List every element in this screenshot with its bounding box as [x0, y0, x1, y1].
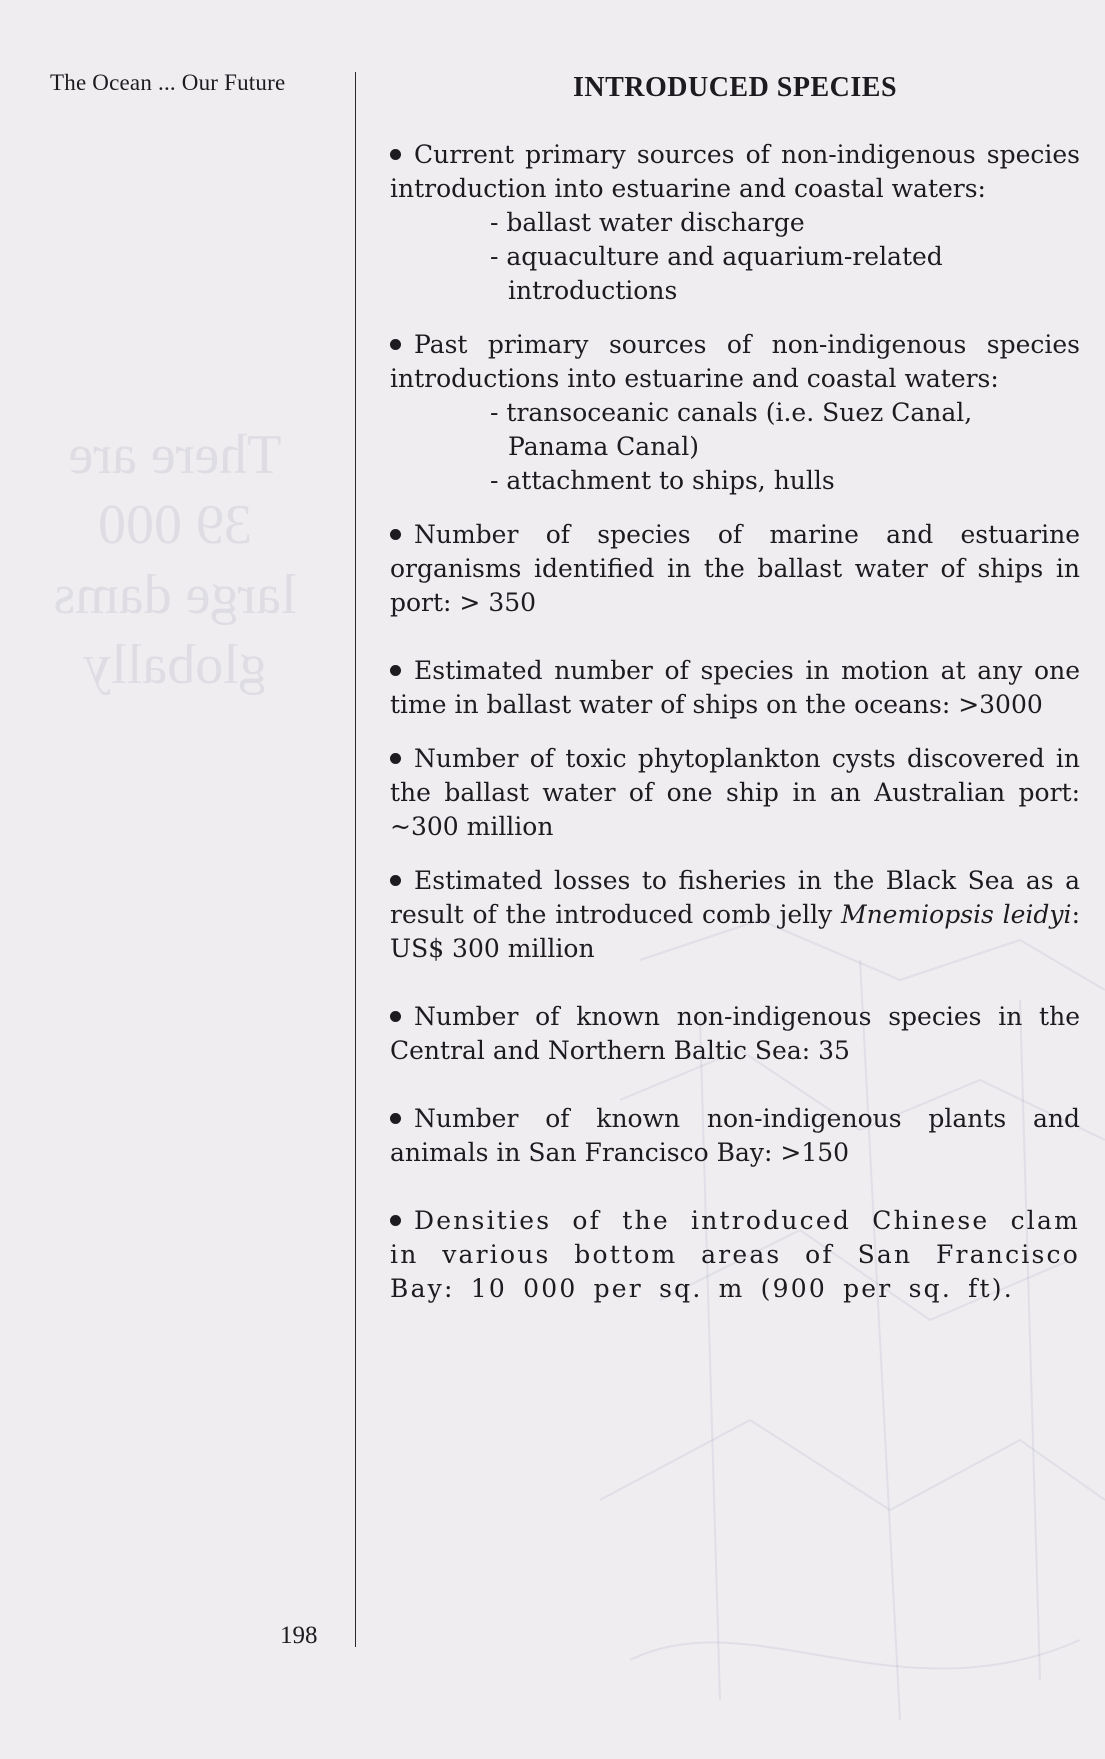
- bullet-icon: [390, 665, 401, 676]
- column-divider: [355, 72, 356, 1647]
- fact-text: Number of species of marine and estuarine organisms identified in the ballast water of ships in port: > 350: [390, 520, 1080, 617]
- bullet-icon: [390, 875, 401, 886]
- fact-item: [390, 864, 1080, 966]
- fact-item: [390, 654, 1080, 722]
- sub-item: - ballast water discharge: [490, 208, 805, 237]
- bullet-icon: [390, 149, 401, 160]
- fact-text: Densities of the introduced Chinese clam in various bottom areas of San Francisco Bay: 10 000 per sq. m (900 per sq. ft).: [390, 1206, 1080, 1303]
- fact-text: Past primary sources of non-indigenous species introductions into estuarine and coastal waters:: [390, 330, 1080, 393]
- fact-text: Estimated number of species in motion at any one time in ballast water of ships on the oceans: >3000: [390, 656, 1080, 719]
- fact-text: Current primary sources of non-indigenous species introduction into estuarine and coastal waters:: [390, 140, 1080, 203]
- bullet-icon: [390, 1113, 401, 1124]
- fact-text: : US$ 300 million: [390, 900, 1080, 963]
- fact-text: Number of known non-indigenous plants and animals in San Francisco Bay: >150: [390, 1104, 1080, 1167]
- fact-item: [390, 1102, 1080, 1170]
- sub-item: - aquaculture and aquarium-related introductions: [490, 242, 943, 305]
- species-name: Mnemiopsis leidyi: [840, 900, 1072, 929]
- fact-text: Number of toxic phytoplankton cysts discovered in the ballast water of one ship in an Australian port: ~300 million: [390, 744, 1080, 841]
- bullet-icon: [390, 529, 401, 540]
- section-heading: INTRODUCED SPECIES: [572, 72, 898, 103]
- bullet-icon: [390, 1011, 401, 1022]
- fact-item: [390, 1204, 1080, 1306]
- running-head: The Ocean ... Our Future: [50, 70, 286, 95]
- fact-item: [390, 328, 1080, 498]
- fact-text: Estimated losses to fisheries in the Black Sea as a result of the introduced comb jelly: [390, 866, 1080, 929]
- fact-item: [390, 518, 1080, 620]
- fact-item: [390, 742, 1080, 844]
- fact-item: [390, 138, 1080, 308]
- page-number: 198: [280, 1622, 318, 1649]
- bullet-icon: [390, 753, 401, 764]
- bullet-icon: [390, 1215, 401, 1226]
- main-column: [390, 72, 1080, 1340]
- sub-item: - attachment to ships, hulls: [490, 466, 835, 495]
- fact-text: Number of known non-indigenous species in the Central and Northern Baltic Sea: 35: [390, 1002, 1080, 1065]
- sub-item: - transoceanic canals (i.e. Suez Canal, Panama Canal): [490, 398, 973, 461]
- bleed-through-text: There are 39 000 large dams globally: [53, 424, 297, 696]
- fact-item: [390, 1000, 1080, 1068]
- bullet-icon: [390, 339, 401, 350]
